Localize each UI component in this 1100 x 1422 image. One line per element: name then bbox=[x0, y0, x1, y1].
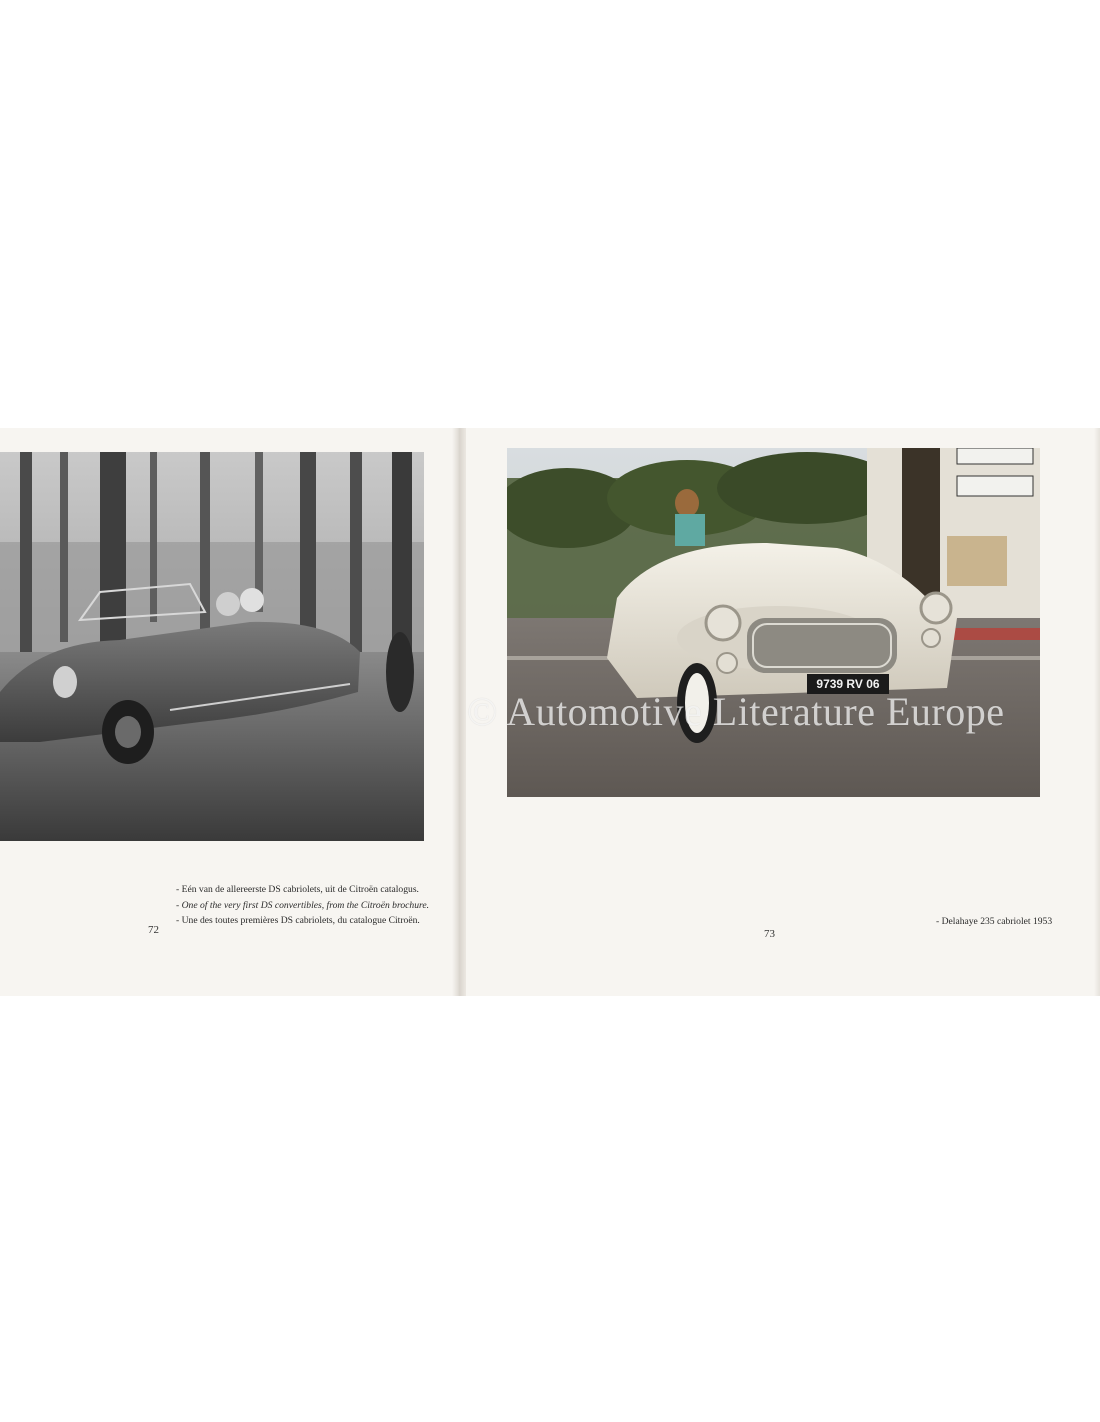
photo-citroen-ds-convertible bbox=[0, 452, 424, 841]
caption-line-dutch: - Eén van de allereerste DS cabriolets, uit de Citroën catalogus. bbox=[176, 884, 419, 895]
caption-line-french: - Une des toutes premières DS cabriolets, du catalogue Citroën. bbox=[176, 915, 420, 926]
caption-line-english: - One of the very first DS convertibles, from the Citroën brochure. bbox=[176, 899, 430, 911]
left-page-caption bbox=[176, 882, 436, 929]
license-plate: 9739 RV 06 bbox=[816, 677, 880, 691]
photo-delahaye-235-cabriolet bbox=[507, 448, 1040, 797]
watermark-text: © Automotive Literature Europe bbox=[467, 689, 1005, 734]
book-gutter bbox=[452, 428, 466, 996]
right-page-caption: - Delahaye 235 cabriolet 1953 bbox=[936, 916, 1053, 927]
page-number-right: 73 bbox=[764, 928, 775, 940]
page-number-left: 72 bbox=[148, 924, 159, 936]
